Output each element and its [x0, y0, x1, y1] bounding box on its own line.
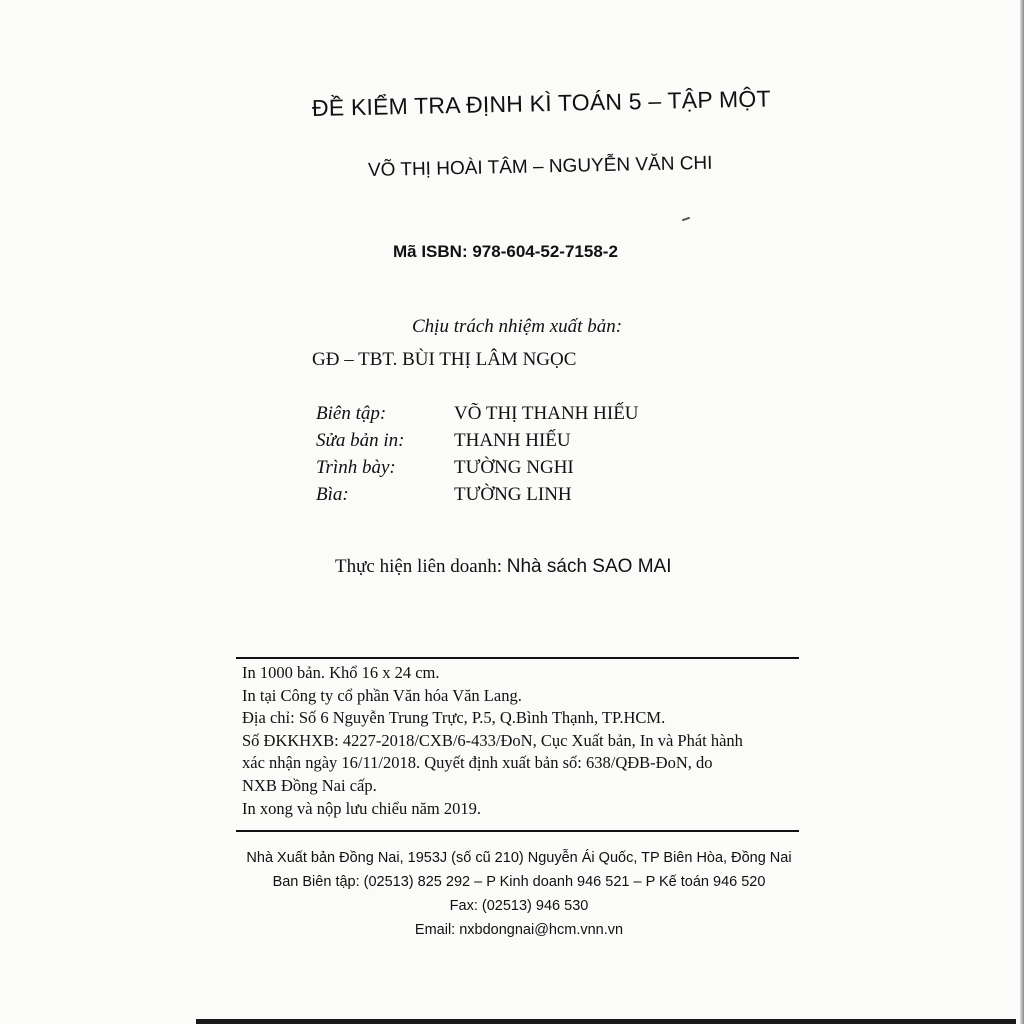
book-authors: VÕ THỊ HOÀI TÂM – NGUYỄN VĂN CHI	[367, 152, 713, 181]
publisher-phones: Ban Biên tập: (02513) 825 292 – P Kinh doanh 946 521 – P Kế toán 946 520	[272, 874, 766, 890]
isbn-code: Mã ISBN: 978-604-52-7158-2	[393, 242, 618, 261]
print-info-line: NXB Đồng Nai cấp.	[242, 775, 377, 795]
book-title: ĐỀ KIỂM TRA ĐỊNH KÌ TOÁN 5 – TẬP MỘT	[311, 85, 771, 121]
staff-role: Biên tập:	[316, 402, 387, 424]
staff-name: TƯỜNG LINH	[454, 483, 572, 505]
joint-venture-line	[335, 556, 672, 578]
print-info-line: In tại Công ty cổ phần Văn hóa Văn Lang.	[242, 685, 522, 705]
ink-speck	[682, 217, 690, 222]
print-info-line: Địa chỉ: Số 6 Nguyễn Trung Trực, P.5, Q.Bình Thạnh, TP.HCM.	[242, 708, 666, 728]
staff-role: Sửa bản in:	[316, 429, 405, 451]
page-bottom-edge	[196, 1019, 1016, 1024]
staff-role: Trình bày:	[316, 456, 396, 478]
publishing-director: GĐ – TBT. BÙI THỊ LÂM NGỌC	[312, 349, 577, 370]
print-info-line: In xong và nộp lưu chiểu năm 2019.	[242, 798, 481, 818]
publisher-fax: Fax: (02513) 946 530	[449, 898, 589, 914]
responsibility-heading: Chịu trách nhiệm xuất bản:	[412, 316, 623, 337]
joint-venture-partner: Nhà sách SAO MAI	[506, 556, 672, 577]
publisher-contact	[214, 846, 824, 942]
staff-row-proofreader	[316, 427, 736, 454]
staff-role: Bìa:	[316, 483, 349, 505]
divider-top	[236, 657, 799, 659]
divider-bottom	[236, 830, 799, 832]
staff-row-layout	[316, 454, 736, 481]
print-info-line: In 1000 bản. Khổ 16 x 24 cm.	[242, 663, 440, 682]
print-info-line: Số ĐKKHXB: 4227-2018/CXB/6-433/ĐoN, Cục Xuất bản, In và Phát hành	[242, 730, 743, 750]
staff-name: TƯỜNG NGHI	[454, 456, 574, 478]
staff-name: THANH HIẾU	[454, 429, 571, 451]
staff-credits	[316, 400, 736, 508]
publisher-email: Email: nxbdongnai@hcm.vnn.vn	[414, 922, 624, 938]
staff-row-cover	[316, 481, 736, 508]
print-information	[242, 662, 802, 820]
staff-row-editor	[316, 400, 736, 427]
staff-name: VÕ THỊ THANH HIẾU	[454, 402, 639, 424]
publisher-address: Nhà Xuất bản Đồng Nai, 1953J (số cũ 210) Nguyễn Ái Quốc, TP Biên Hòa, Đồng Nai	[246, 850, 792, 866]
print-info-line: xác nhận ngày 16/11/2018. Quyết định xuất bản số: 638/QĐB-ĐoN, do	[242, 753, 713, 773]
page-edge-shadow	[1020, 0, 1024, 1024]
joint-venture-label: Thực hiện liên doanh:	[335, 556, 507, 577]
